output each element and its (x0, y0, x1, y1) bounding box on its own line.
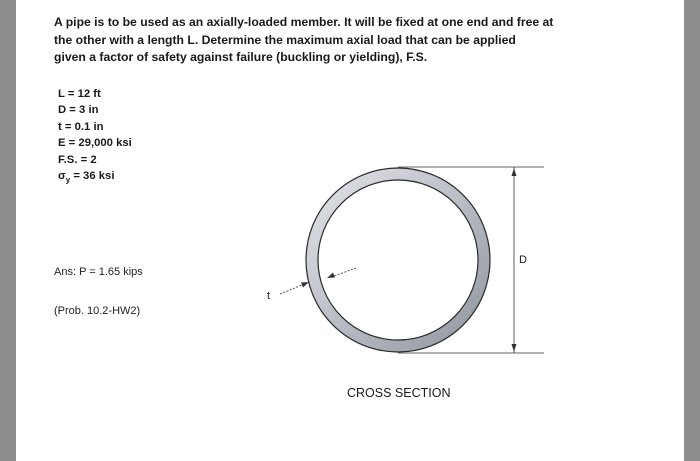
given-diameter: D = 3 in (58, 104, 99, 117)
sigma-symbol: σ (58, 170, 66, 183)
given-length: L = 12 ft (58, 88, 101, 100)
thickness-arrow-outer (301, 282, 309, 288)
arrowhead-bottom (512, 344, 517, 352)
arrowhead-top (512, 168, 517, 176)
answer-text: Ans: P = 1.65 kips (54, 266, 143, 278)
document-page (16, 0, 684, 461)
problem-reference: (Prob. 10.2-HW2) (54, 305, 141, 317)
pipe-inner-circle (318, 180, 478, 340)
problem-line-2: the other with a length L. Determine the maximum axial load that can be applied (54, 32, 516, 47)
figure-caption: CROSS SECTION (347, 386, 451, 400)
problem-line-1: A pipe is to be used as an axially-loaded member. It will be fixed at one end and free at (54, 15, 554, 29)
thickness-leader-outer (280, 285, 302, 294)
sigma-subscript: y (65, 175, 71, 185)
label-t: t (267, 290, 271, 302)
given-modulus: E = 29,000 ksi (58, 137, 132, 150)
given-factor-of-safety: F.S. = 2 (58, 153, 97, 166)
label-d: D (519, 254, 527, 266)
problem-line-3: given a factor of safety against failure (buckling or yielding), F.S. (54, 50, 428, 64)
yield-stress-value: = 36 ksi (70, 170, 115, 183)
given-thickness: t = 0.1 in (58, 120, 104, 133)
